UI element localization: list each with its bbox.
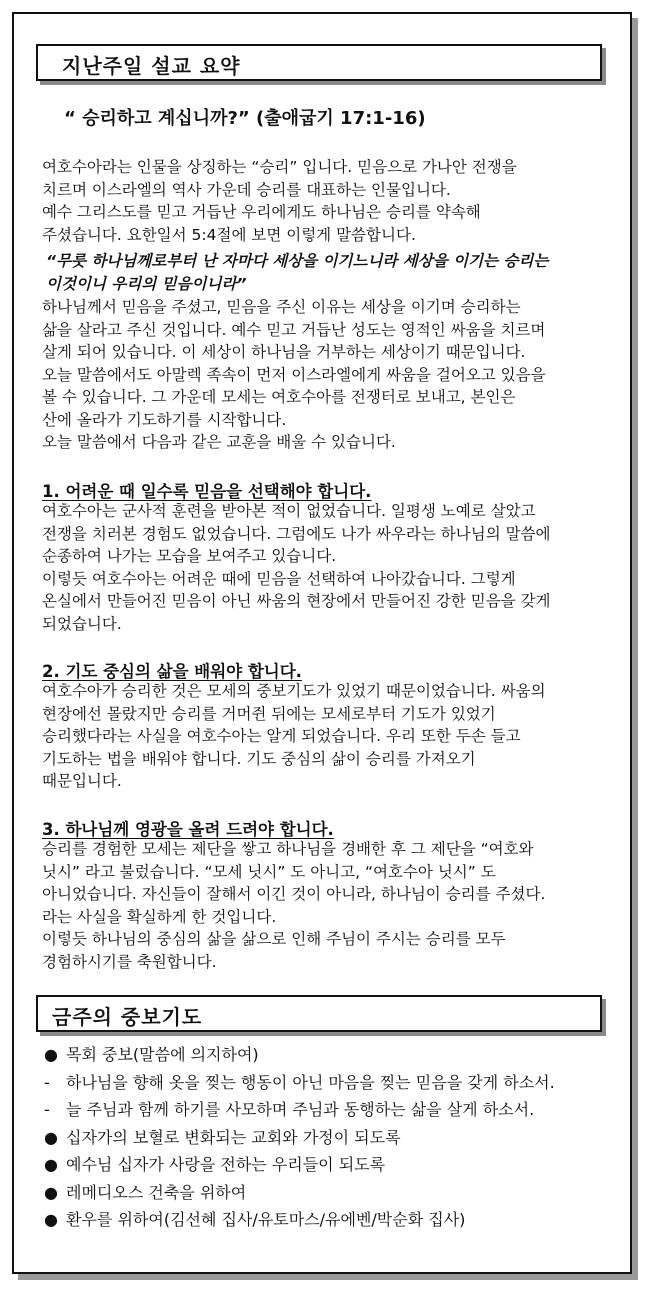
bullet-icon: ● (44, 1045, 58, 1064)
prayer-item (44, 1179, 555, 1207)
text-line: 여호수아는 군사적 훈련을 받아본 적이 없었습니다. 일평생 노예로 살았고 (42, 502, 536, 520)
text-line: 치르며 이스라엘의 역사 가운데 승리를 대표하는 인물입니다. (42, 180, 451, 199)
sermon-intro (42, 156, 612, 246)
quote-line: “무릇 하나님께로부터 난 자마다 세상을 이기느니라 세상을 이기는 승리는 (46, 252, 549, 270)
text-line: 온실에서 만들어진 믿음이 아닌 싸움의 현장에서 만들어진 강한 믿음을 갖게 (42, 592, 551, 610)
prayer-item (44, 1041, 555, 1069)
text-line: 하나님께서 믿음을 주셨고, 믿음을 주신 이유는 세상을 이기며 승리하는 (42, 298, 521, 316)
text-line: 살게 되어 있습니다. 이 세상이 하나님을 거부하는 세상이기 때문입니다. (42, 343, 526, 361)
prayer-item-text: 예수님 십자가 사랑을 전하는 우리들이 되도록 (66, 1155, 386, 1174)
scripture-quote (46, 250, 548, 295)
text-line: 산에 올라가 기도하기를 시작합니다. (42, 410, 287, 429)
text-line: 라는 사실을 확실하게 한 것입니다. (42, 907, 277, 926)
dash-marker: - (44, 1100, 50, 1119)
text-line: 이렇듯 하나님의 중심의 삶을 삶으로 인해 주님이 주시는 승리를 모두 (42, 930, 506, 948)
prayer-item (44, 1206, 555, 1234)
prayer-item-text: 환우를 위하여(김선혜 집사/유토마스/유에벤/박순화 집사) (66, 1210, 466, 1229)
bullet-icon: ● (44, 1210, 58, 1229)
text-line: 닛시” 라고 불렀습니다. “모세 닛시” 도 아니고, “여호수아 닛시” 도 (42, 862, 496, 881)
text-line: 삶을 살라고 주신 것입니다. 예수 믿고 거듭난 성도는 영적인 싸움을 치르며 (42, 320, 546, 339)
sermon-title: “ 승리하고 계십니까?” (출애굽기 17:1-16) (64, 108, 426, 129)
point-1-heading: 1. 어려운 때 일수록 믿음을 선택해야 합니다. (42, 482, 372, 501)
text-line: 오늘 말씀에서 다음과 같은 교훈을 배울 수 있습니다. (42, 433, 396, 451)
text-line: 전쟁을 치러본 경험도 없었습니다. 그럼에도 나가 싸우라는 하나님의 말씀에 (42, 524, 551, 543)
prayer-item-text: 늘 주님과 함께 하기를 사모하며 주님과 동행하는 삶을 살게 하소서. (66, 1100, 535, 1119)
text-line: 경험하시기를 축원합니다. (42, 952, 217, 971)
bullet-icon: ● (44, 1182, 58, 1202)
summary-section-title: 지난주일 설교 요약 (62, 54, 241, 78)
point-3-heading: 3. 하나님께 영광을 올려 드려야 합니다. (42, 820, 334, 839)
text-line: 볼 수 있습니다. 그 가운데 모세는 여호수아를 전쟁터로 보내고, 본인은 (42, 388, 516, 406)
quote-line: 이것이니 우리의 믿음이니라” (46, 274, 247, 293)
bullet-icon: ● (44, 1155, 58, 1174)
prayer-item-text: 레메디오스 건축을 위하여 (66, 1182, 247, 1202)
prayer-item-text: 하나님을 향해 옷을 찢는 행동이 아닌 마음을 찢는 믿음을 갖게 하소서. (66, 1072, 555, 1092)
prayer-section-title: 금주의 중보기도 (52, 1005, 203, 1029)
prayer-item (44, 1124, 555, 1152)
prayer-item (44, 1096, 555, 1124)
point-3-body (42, 838, 612, 973)
prayer-list (44, 1041, 555, 1234)
point-1-body (42, 500, 612, 635)
point-2-heading: 2. 기도 중심의 삶을 배워야 합니다. (42, 662, 302, 681)
text-line: 여호수아가 승리한 것은 모세의 중보기도가 있었기 때문이었습니다. 싸움의 (42, 682, 546, 700)
text-line: 승리를 경험한 모세는 제단을 쌓고 하나님을 경배한 후 그 제단을 “여호와 (42, 840, 534, 858)
point-2-body (42, 680, 612, 793)
prayer-item-text: 십자가의 보혈로 변화되는 교회와 가정이 되도록 (66, 1127, 401, 1147)
text-line: 주셨습니다. 요한일서 5:4절에 보면 이렇게 말씀합니다. (42, 225, 416, 244)
text-line: 되었습니다. (42, 614, 122, 633)
text-line: 여호수아라는 인물을 상징하는 “승리” 입니다. 믿음으로 가나안 전쟁을 (42, 158, 517, 176)
dash-marker: - (44, 1072, 50, 1092)
prayer-item-text: 목회 중보(말씀에 의지하여) (66, 1045, 259, 1064)
summary-section-header (36, 44, 602, 81)
text-line: 이렇듯 여호수아는 어려운 때에 믿음을 선택하여 나아갔습니다. 그렇게 (42, 569, 516, 588)
prayer-item (44, 1151, 555, 1179)
text-line: 아니었습니다. 자신들이 잘해서 이긴 것이 아니라, 하나님이 승리를 주셨다. (42, 885, 546, 903)
text-line: 때문입니다. (42, 772, 122, 790)
sermon-body (42, 296, 612, 454)
prayer-item (44, 1069, 555, 1097)
text-line: 오늘 말씀에서도 아말렉 족속이 먼저 이스라엘에게 싸움을 걸어오고 있음을 (42, 365, 546, 384)
text-line: 기도하는 법을 배워야 합니다. 기도 중심의 삶이 승리를 가져오기 (42, 749, 476, 768)
text-line: 승리했다라는 사실을 여호수아는 알게 되었습니다. 우리 또한 두손 들고 (42, 727, 521, 745)
prayer-section-header (36, 995, 602, 1032)
text-line: 현장에선 몰랐지만 승리를 거머쥔 뒤에는 모세로부터 기도가 있었기 (42, 704, 496, 723)
text-line: 예수 그리스도를 믿고 거듭난 우리에게도 하나님은 승리를 약속해 (42, 203, 481, 221)
bullet-icon: ● (44, 1127, 58, 1147)
text-line: 순종하여 나가는 모습을 보여주고 있습니다. (42, 547, 337, 565)
